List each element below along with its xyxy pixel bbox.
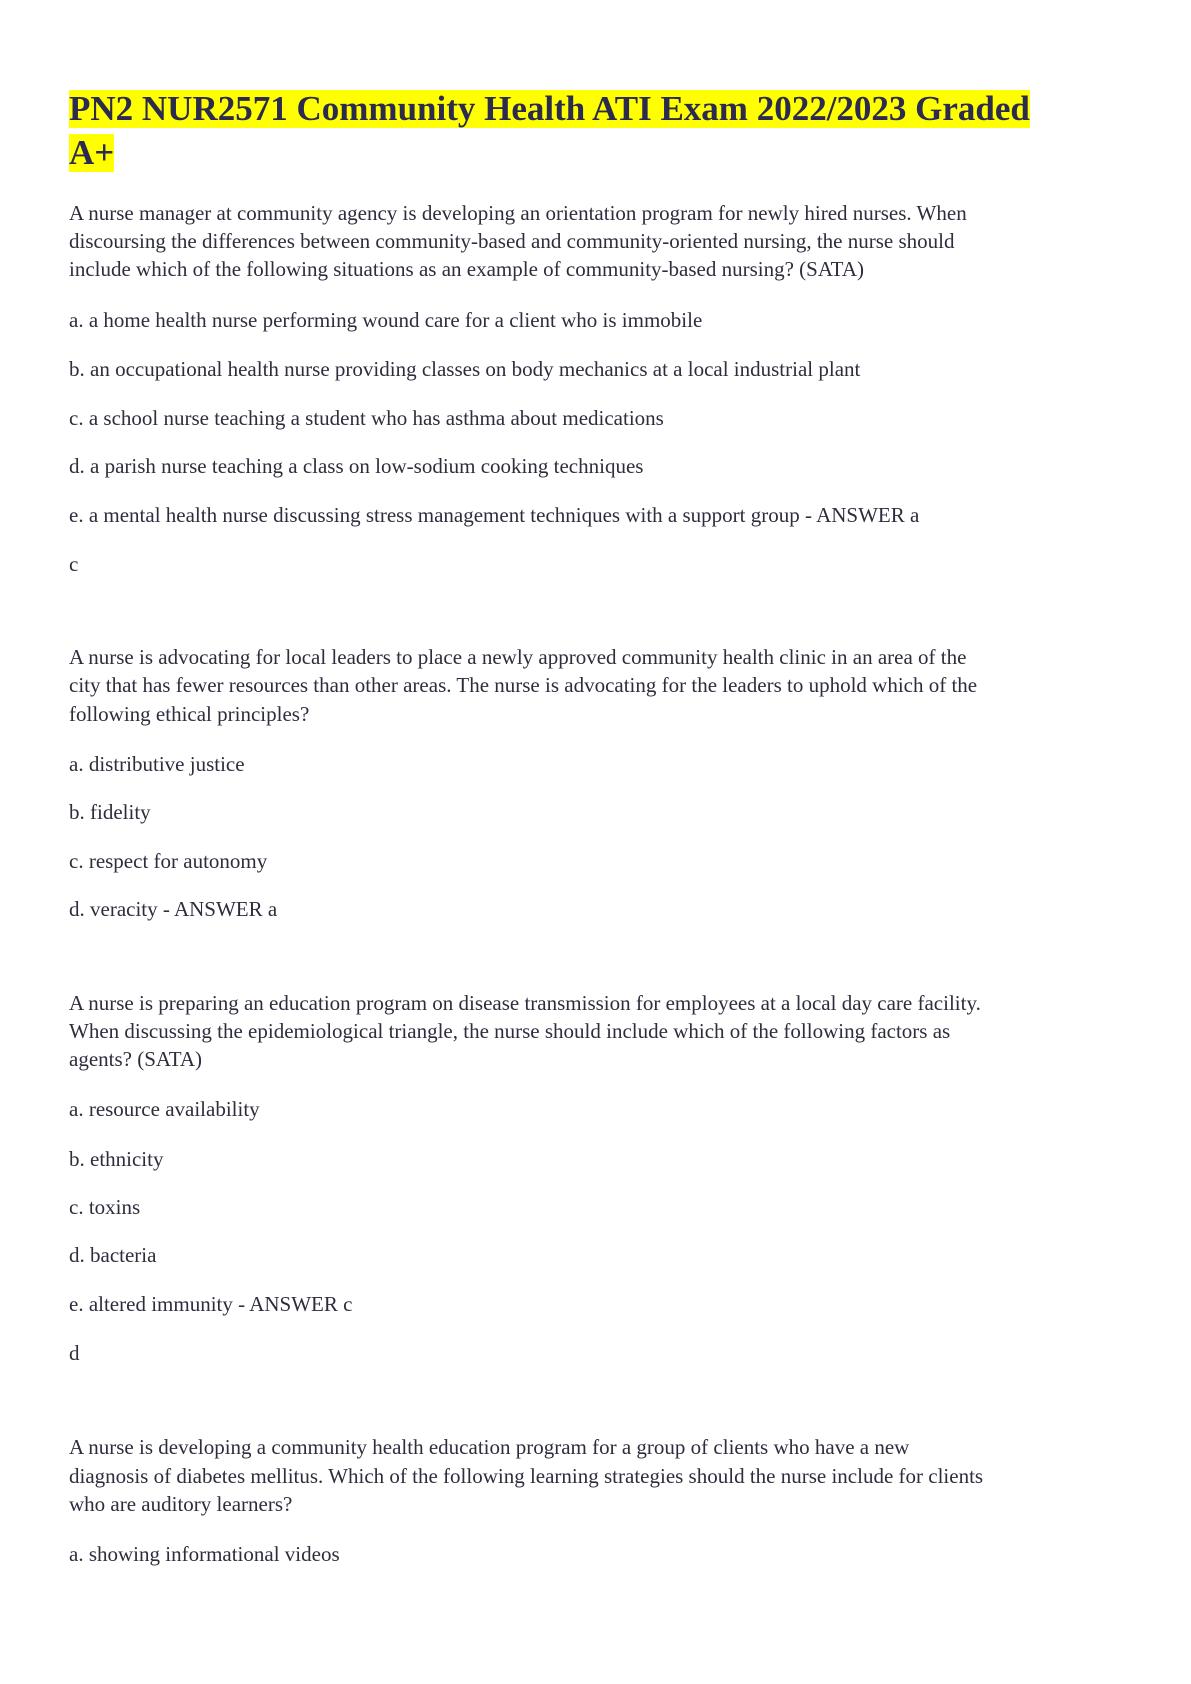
question-stem: city that has fewer resources than other areas. The nurse is advocating for the leaders to uphold which of the: [69, 673, 978, 697]
question-stem: agents? (SATA): [69, 1047, 203, 1071]
question-stem: who are auditory learners?: [69, 1492, 293, 1516]
question-stem: A nurse is developing a community health education program for a group of clients who have a new: [69, 1435, 910, 1459]
answer-continuation: c: [69, 552, 79, 576]
answer-continuation: d: [69, 1341, 80, 1365]
question-stem: include which of the following situations as an example of community-based nursing? (SATA): [69, 257, 864, 281]
question-stem: A nurse is preparing an education program on disease transmission for employees at a local day care facility.: [69, 991, 981, 1015]
answer-option: a. resource availability: [69, 1097, 260, 1121]
answer-option: d. bacteria: [69, 1243, 157, 1267]
question-stem: diagnosis of diabetes mellitus. Which of the following learning strategies should the nurse include for clients: [69, 1464, 984, 1488]
answer-option: c. toxins: [69, 1195, 141, 1219]
document-title-continuation: A+: [69, 133, 115, 172]
answer-option: b. fidelity: [69, 800, 151, 824]
answer-option: e. a mental health nurse discussing stress management techniques with a support group - ANSWER a: [69, 503, 920, 527]
question-stem: A nurse manager at community agency is developing an orientation program for newly hired nurses. When: [69, 201, 967, 225]
question-stem: following ethical principles?: [69, 702, 310, 726]
answer-option: d. veracity - ANSWER a: [69, 897, 278, 921]
question-stem: A nurse is advocating for local leaders to place a newly approved community health clinic in an area of the: [69, 645, 967, 669]
document-title: PN2 NUR2571 Community Health ATI Exam 2022/2023 Graded: [69, 89, 1030, 128]
answer-option: e. altered immunity - ANSWER c: [69, 1292, 353, 1316]
answer-option: a. showing informational videos: [69, 1542, 340, 1566]
question-stem: When discussing the epidemiological triangle, the nurse should include which of the following factors as: [69, 1019, 951, 1043]
answer-option: b. an occupational health nurse providing classes on body mechanics at a local industrial plant: [69, 357, 861, 381]
answer-option: d. a parish nurse teaching a class on low-sodium cooking techniques: [69, 454, 644, 478]
answer-option: a. a home health nurse performing wound care for a client who is immobile: [69, 308, 703, 332]
answer-option: c. respect for autonomy: [69, 849, 268, 873]
answer-option: c. a school nurse teaching a student who has asthma about medications: [69, 406, 664, 430]
answer-option: a. distributive justice: [69, 752, 245, 776]
question-stem: discoursing the differences between community-based and community-oriented nursing, the nurse should: [69, 229, 955, 253]
answer-option: b. ethnicity: [69, 1147, 164, 1171]
